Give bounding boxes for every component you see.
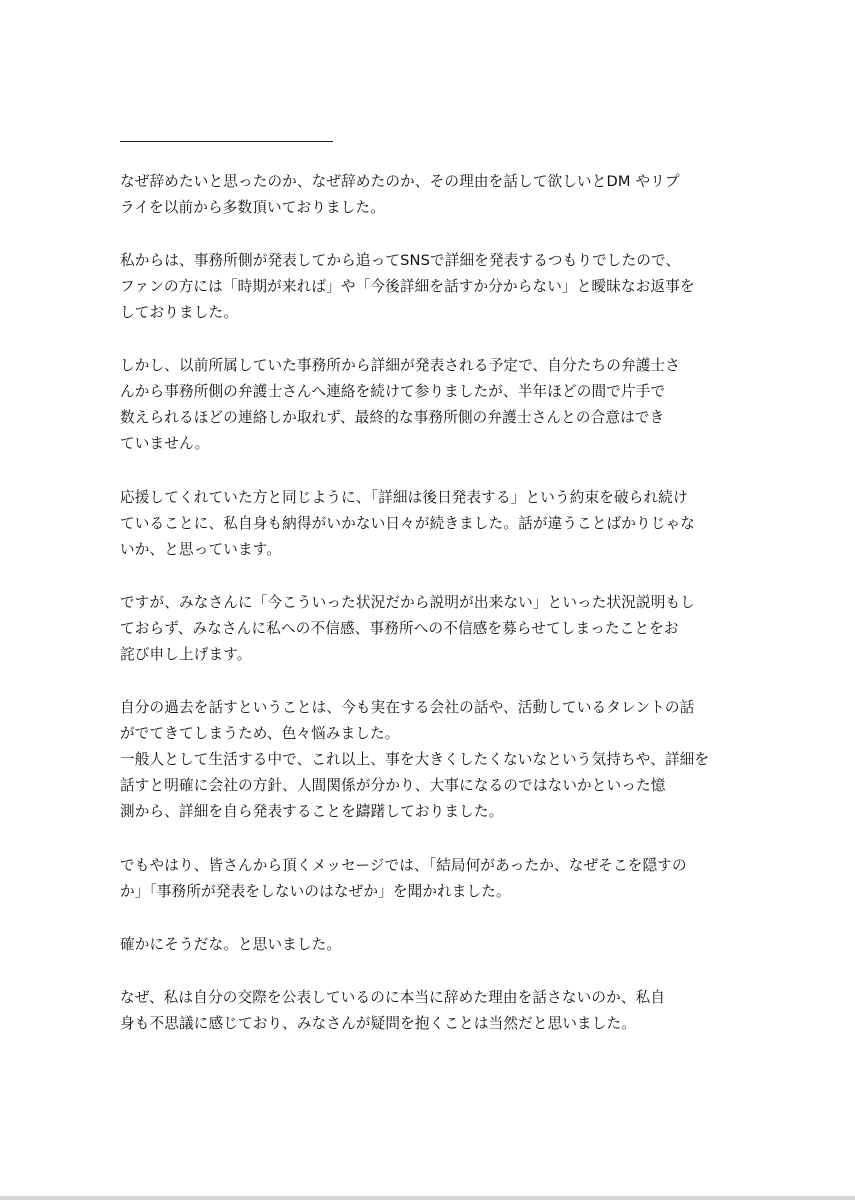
text-line: ていることに、私自身も納得がいかない日々が続きました。話が違うことばかりじゃな [120, 515, 696, 532]
text-line: ですが、みなさんに「今こういった状況だから説明が出来ない」といった状況説明もし [120, 594, 696, 611]
text-line: 確かにそうだな。と思いました。 [120, 936, 342, 953]
text-line: がでてきてしまうため、色々悩みました。 [120, 725, 400, 742]
paragraph [120, 169, 735, 221]
paragraph [120, 853, 735, 905]
text-line: いか、と思っています。 [120, 541, 282, 558]
text-line: なぜ辞めたいと思ったのか、なぜ辞めたのか、その理由を話して欲しいとDM やリプ [120, 173, 680, 190]
paragraph [120, 485, 735, 563]
text-line: 数えられるほどの連絡しか取れず、最終的な事務所側の弁護士さんとの合意はでき [120, 409, 665, 426]
header-rule [120, 141, 333, 142]
text-line: 測から、詳細を自ら発表することを躊躇しておりました。 [120, 803, 504, 820]
text-line: 話すと明確に会社の方針、人間関係が分かり、大事になるのではないかといった憶 [120, 777, 666, 794]
text-line: ライを以前から多数頂いておりました。 [120, 199, 385, 216]
text-line: 一般人として生活する中で、これ以上、事を大きくしたくないなという気持ちや、詳細を [120, 751, 710, 768]
paragraph [120, 932, 735, 958]
text-line: ていません。 [120, 435, 210, 452]
text-line: 詫び申し上げます。 [120, 646, 252, 663]
text-line: でもやはり、皆さんから頂くメッセージでは、「結局何があったか、なぜそこを隠すの [120, 857, 687, 874]
text-line: 身も不思議に感じており、みなさんが疑問を抱くことは当然だと思いました。 [120, 1015, 637, 1032]
paragraph [120, 248, 735, 326]
paragraph [120, 695, 735, 825]
text-line: ファンの方には「時期が来れば」や「今後詳細を話すか分からない」と曖昧なお返事を [120, 278, 695, 295]
text-line: か」「事務所が発表をしないのはなぜか」を聞かれました。 [120, 883, 511, 900]
paragraph [120, 590, 735, 668]
text-line: 応援してくれていた方と同じように、「詳細は後日発表する」という約束を破られ続け [120, 489, 688, 506]
text-line: ておらず、みなさんに私への不信感、事務所への不信感を募らせてしまったことをお [120, 620, 679, 637]
text-line: 自分の過去を話すということは、今も実在する会社の話や、活動しているタレントの話 [120, 699, 695, 716]
text-line: 私からは、事務所側が発表してから追ってSNSで詳細を発表するつもりでしたので、 [120, 252, 681, 269]
text-line: なぜ、私は自分の交際を公表しているのに本当に辞めた理由を話さないのか、私自 [120, 989, 666, 1006]
text-line: しておりました。 [120, 304, 238, 321]
page-bottom-edge [0, 1196, 855, 1200]
paragraph [120, 985, 735, 1037]
text-line: んから事務所側の弁護士さんへ連絡を続けて参りましたが、半年ほどの間で片手で [120, 383, 666, 400]
paragraph [120, 353, 735, 457]
text-line: しかし、以前所属していた事務所から詳細が発表される予定で、自分たちの弁護士さ [120, 357, 680, 374]
